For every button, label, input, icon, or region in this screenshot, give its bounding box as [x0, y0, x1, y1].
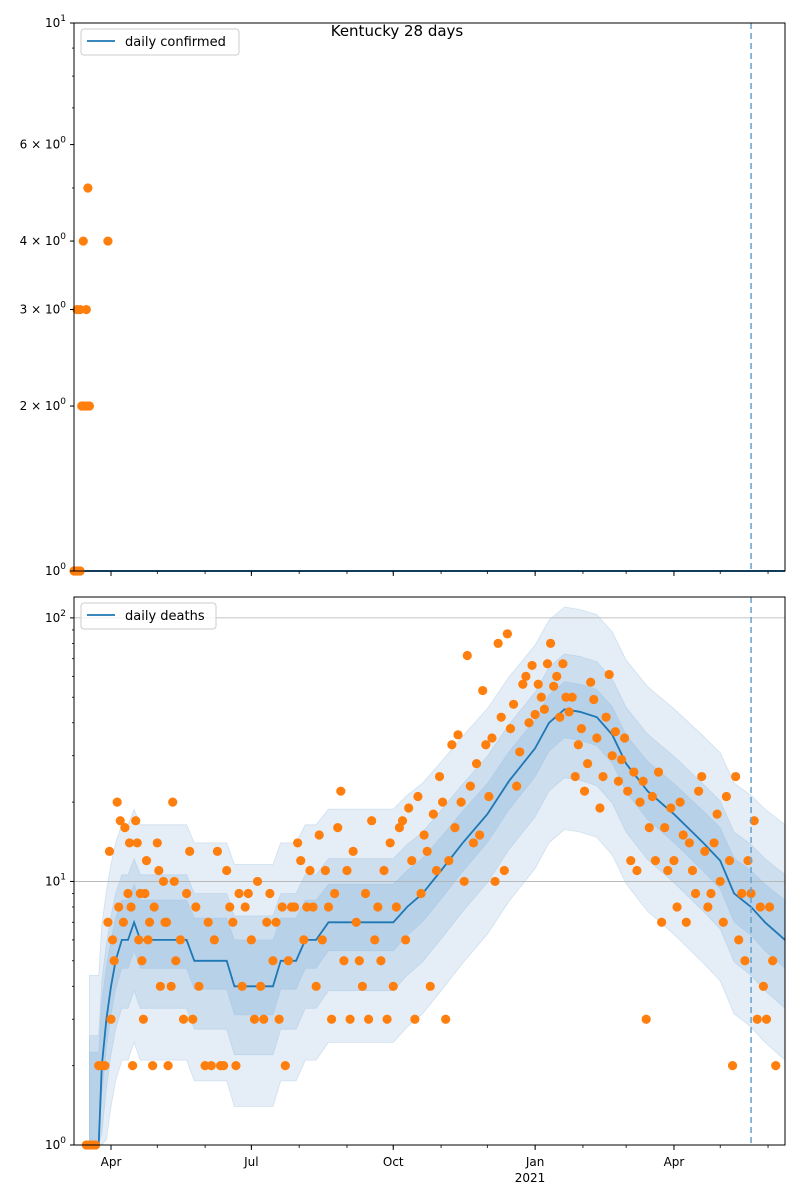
- deaths-point: [432, 866, 441, 875]
- deaths-point: [410, 1015, 419, 1024]
- deaths-point: [140, 889, 149, 898]
- deaths-point: [639, 777, 648, 786]
- deaths-point: [379, 866, 388, 875]
- confirmed-ytick-label: $4 \times 10^0$: [19, 232, 66, 249]
- deaths-point: [589, 695, 598, 704]
- deaths-point: [598, 772, 607, 781]
- deaths-point: [179, 1015, 188, 1024]
- deaths-point: [281, 1061, 290, 1070]
- deaths-point: [103, 918, 112, 927]
- deaths-point: [210, 935, 219, 944]
- deaths-point: [688, 866, 697, 875]
- deaths-point: [389, 982, 398, 991]
- deaths-point: [648, 792, 657, 801]
- deaths-point: [105, 847, 114, 856]
- deaths-point: [128, 1061, 137, 1070]
- deaths-point: [126, 902, 135, 911]
- deaths-point: [509, 700, 518, 709]
- deaths-point: [444, 856, 453, 865]
- deaths-ytick-label: $10^0$: [44, 1136, 66, 1152]
- deaths-point: [438, 797, 447, 806]
- deaths-point: [435, 772, 444, 781]
- deaths-point: [171, 956, 180, 965]
- deaths-point: [564, 707, 573, 716]
- deaths-point: [247, 935, 256, 944]
- deaths-point: [109, 956, 118, 965]
- deaths-point: [367, 816, 376, 825]
- deaths-point: [275, 1015, 284, 1024]
- deaths-point: [645, 823, 654, 832]
- deaths-point: [586, 678, 595, 687]
- deaths-point: [487, 733, 496, 742]
- deaths-point: [228, 918, 237, 927]
- deaths-point: [188, 1015, 197, 1024]
- deaths-point: [194, 982, 203, 991]
- confirmed-point: [103, 236, 112, 245]
- deaths-point: [426, 982, 435, 991]
- deaths-point: [392, 902, 401, 911]
- deaths-point: [315, 830, 324, 839]
- deaths-point: [293, 838, 302, 847]
- deaths-point: [143, 935, 152, 944]
- deaths-point: [728, 1061, 737, 1070]
- deaths-point: [333, 823, 342, 832]
- confirmed-ytick-label: $2 \times 10^0$: [19, 397, 66, 414]
- deaths-point: [167, 982, 176, 991]
- deaths-point: [355, 956, 364, 965]
- deaths-point: [457, 797, 466, 806]
- deaths-point: [361, 889, 370, 898]
- deaths-point: [595, 803, 604, 812]
- deaths-point: [137, 956, 146, 965]
- deaths-point: [156, 982, 165, 991]
- deaths-point: [213, 847, 222, 856]
- deaths-point: [672, 902, 681, 911]
- deaths-point: [682, 918, 691, 927]
- deaths-point: [219, 1061, 228, 1070]
- deaths-point: [500, 866, 509, 875]
- deaths-point: [142, 856, 151, 865]
- deaths-point: [225, 902, 234, 911]
- deaths-point: [234, 889, 243, 898]
- deaths-point: [629, 767, 638, 776]
- confirmed-point: [85, 401, 94, 410]
- deaths-point: [737, 889, 746, 898]
- deaths-xtick-label: Oct: [382, 1155, 404, 1169]
- deaths-point: [703, 902, 712, 911]
- legend-label-confirmed: daily confirmed: [125, 35, 226, 50]
- deaths-point: [463, 651, 472, 660]
- deaths-point: [259, 1015, 268, 1024]
- deaths-point: [398, 816, 407, 825]
- deaths-point: [577, 724, 586, 733]
- deaths-point: [238, 982, 247, 991]
- deaths-point: [296, 856, 305, 865]
- deaths-point: [401, 935, 410, 944]
- deaths-point: [635, 797, 644, 806]
- legend-label-deaths: daily deaths: [125, 609, 205, 624]
- deaths-point: [716, 877, 725, 886]
- deaths-point: [453, 730, 462, 739]
- deaths-point: [185, 847, 194, 856]
- deaths-point: [543, 659, 552, 668]
- deaths-point: [660, 823, 669, 832]
- deaths-point: [475, 830, 484, 839]
- deaths-point: [534, 680, 543, 689]
- deaths-point: [608, 751, 617, 760]
- deaths-point: [364, 1015, 373, 1024]
- deaths-point: [706, 889, 715, 898]
- deaths-point: [709, 838, 718, 847]
- confirmed-legend: [81, 29, 239, 55]
- deaths-point: [305, 866, 314, 875]
- deaths-point: [441, 1015, 450, 1024]
- deaths-point: [423, 847, 432, 856]
- deaths-point: [765, 902, 774, 911]
- deaths-point: [284, 956, 293, 965]
- deaths-point: [632, 866, 641, 875]
- deaths-point: [262, 918, 271, 927]
- deaths-point: [623, 787, 632, 796]
- deaths-point: [268, 956, 277, 965]
- deaths-point: [376, 956, 385, 965]
- deaths-point: [503, 629, 512, 638]
- deaths-point: [571, 772, 580, 781]
- confirmed-ytick-label: $10^1$: [44, 14, 66, 30]
- deaths-point: [552, 672, 561, 681]
- deaths-point: [318, 935, 327, 944]
- deaths-point: [540, 705, 549, 714]
- deaths-ytick-label: $10^2$: [44, 608, 66, 625]
- deaths-point: [617, 755, 626, 764]
- deaths-point: [271, 918, 280, 927]
- deaths-point: [352, 918, 361, 927]
- deaths-point: [119, 918, 128, 927]
- deaths-point: [182, 889, 191, 898]
- deaths-point: [768, 956, 777, 965]
- deaths-point: [100, 1061, 109, 1070]
- deaths-point: [469, 838, 478, 847]
- deaths-point: [265, 889, 274, 898]
- deaths-point: [159, 877, 168, 886]
- deaths-point: [753, 1015, 762, 1024]
- deaths-point: [120, 823, 129, 832]
- deaths-point: [386, 838, 395, 847]
- chart-title: Kentucky 28 days: [330, 22, 464, 40]
- deaths-point: [731, 772, 740, 781]
- deaths-point: [342, 866, 351, 875]
- deaths-point: [162, 918, 171, 927]
- deaths-point: [549, 682, 558, 691]
- deaths-point: [700, 847, 709, 856]
- deaths-point: [558, 659, 567, 668]
- deaths-point: [308, 902, 317, 911]
- deaths-point: [163, 1061, 172, 1070]
- deaths-point: [382, 1015, 391, 1024]
- deaths-point: [278, 902, 287, 911]
- deaths-point: [722, 792, 731, 801]
- deaths-point: [756, 902, 765, 911]
- deaths-point: [583, 759, 592, 768]
- deaths-point: [241, 902, 250, 911]
- deaths-point: [345, 1015, 354, 1024]
- deaths-point: [497, 713, 506, 722]
- deaths-point: [490, 877, 499, 886]
- deaths-point: [685, 838, 694, 847]
- deaths-point: [123, 889, 132, 898]
- deaths-point: [176, 935, 185, 944]
- deaths-point: [349, 847, 358, 856]
- deaths-point: [611, 727, 620, 736]
- deaths-point: [321, 866, 330, 875]
- deaths-point: [601, 713, 610, 722]
- deaths-point: [416, 889, 425, 898]
- deaths-point: [253, 877, 262, 886]
- deaths-point: [614, 777, 623, 786]
- deaths-point: [358, 982, 367, 991]
- deaths-point: [506, 724, 515, 733]
- deaths-point: [620, 733, 629, 742]
- deaths-point: [222, 866, 231, 875]
- deaths-point: [407, 856, 416, 865]
- deaths-point: [472, 759, 481, 768]
- confirmed-ytick-label: $6 \times 10^0$: [19, 135, 66, 152]
- deaths-point: [145, 918, 154, 927]
- deaths-point: [420, 830, 429, 839]
- deaths-point: [531, 710, 540, 719]
- deaths-point: [207, 1061, 216, 1070]
- deaths-xtick-label: Jan: [525, 1155, 545, 1169]
- deaths-point: [771, 1061, 780, 1070]
- deaths-point: [537, 693, 546, 702]
- deaths-point: [131, 816, 140, 825]
- deaths-point: [719, 918, 728, 927]
- deaths-point: [663, 866, 672, 875]
- deaths-point: [244, 889, 253, 898]
- deaths-xtick-label: Jul: [244, 1155, 259, 1169]
- deaths-point: [447, 740, 456, 749]
- deaths-point: [153, 838, 162, 847]
- deaths-point: [759, 982, 768, 991]
- year-label: 2021: [514, 1171, 546, 1185]
- deaths-legend: [81, 603, 216, 629]
- deaths-point: [694, 787, 703, 796]
- deaths-point: [114, 902, 123, 911]
- deaths-point: [150, 902, 159, 911]
- deaths-point: [626, 856, 635, 865]
- confirmed-point: [82, 305, 91, 314]
- deaths-xtick-label: Apr: [663, 1155, 685, 1169]
- deaths-point: [460, 877, 469, 886]
- deaths-point: [466, 781, 475, 790]
- deaths-point: [713, 810, 722, 819]
- deaths-point: [139, 1015, 148, 1024]
- deaths-point: [512, 781, 521, 790]
- deaths-point: [478, 686, 487, 695]
- deaths-point: [725, 856, 734, 865]
- deaths-point: [327, 1015, 336, 1024]
- deaths-point: [370, 935, 379, 944]
- deaths-point: [580, 787, 589, 796]
- deaths-point: [404, 803, 413, 812]
- deaths-point: [204, 918, 213, 927]
- deaths-point: [106, 1015, 115, 1024]
- deaths-point: [299, 935, 308, 944]
- deaths-point: [734, 935, 743, 944]
- deaths-point: [339, 956, 348, 965]
- deaths-point: [312, 982, 321, 991]
- deaths-xtick-label: Apr: [100, 1155, 122, 1169]
- deaths-point: [574, 740, 583, 749]
- deaths-point: [568, 693, 577, 702]
- deaths-point: [256, 982, 265, 991]
- deaths-point: [521, 672, 530, 681]
- deaths-point: [651, 856, 660, 865]
- deaths-point: [429, 810, 438, 819]
- confirmed-point: [79, 236, 88, 245]
- deaths-point: [108, 935, 117, 944]
- deaths-point: [168, 797, 177, 806]
- deaths-point: [494, 639, 503, 648]
- confirmed-ytick-label: $3 \times 10^0$: [19, 300, 66, 317]
- deaths-point: [250, 1015, 259, 1024]
- deaths-point: [330, 889, 339, 898]
- deaths-point: [154, 866, 163, 875]
- deaths-point: [290, 902, 299, 911]
- deaths-point: [133, 838, 142, 847]
- deaths-point: [336, 787, 345, 796]
- deaths-point: [657, 918, 666, 927]
- deaths-point: [666, 803, 675, 812]
- deaths-point: [191, 902, 200, 911]
- deaths-point: [762, 1015, 771, 1024]
- deaths-point: [654, 767, 663, 776]
- deaths-point: [679, 830, 688, 839]
- deaths-point: [113, 797, 122, 806]
- deaths-point: [555, 713, 564, 722]
- deaths-point: [148, 1061, 157, 1070]
- deaths-point: [484, 792, 493, 801]
- deaths-point: [450, 823, 459, 832]
- deaths-point: [669, 856, 678, 865]
- deaths-point: [413, 792, 422, 801]
- deaths-point: [373, 902, 382, 911]
- deaths-point: [527, 661, 536, 670]
- deaths-point: [231, 1061, 240, 1070]
- deaths-point: [518, 680, 527, 689]
- deaths-ytick-label: $10^1$: [44, 872, 66, 889]
- deaths-point: [642, 1015, 651, 1024]
- deaths-point: [546, 639, 555, 648]
- deaths-point: [324, 902, 333, 911]
- deaths-point: [740, 956, 749, 965]
- deaths-point: [605, 670, 614, 679]
- deaths-point: [134, 935, 143, 944]
- deaths-point: [697, 772, 706, 781]
- deaths-point: [515, 747, 524, 756]
- deaths-point: [524, 718, 533, 727]
- deaths-point: [592, 733, 601, 742]
- deaths-point: [170, 877, 179, 886]
- deaths-point: [691, 889, 700, 898]
- deaths-point: [676, 797, 685, 806]
- confirmed-point: [83, 183, 92, 192]
- confirmed-ytick-label: $10^0$: [44, 562, 66, 578]
